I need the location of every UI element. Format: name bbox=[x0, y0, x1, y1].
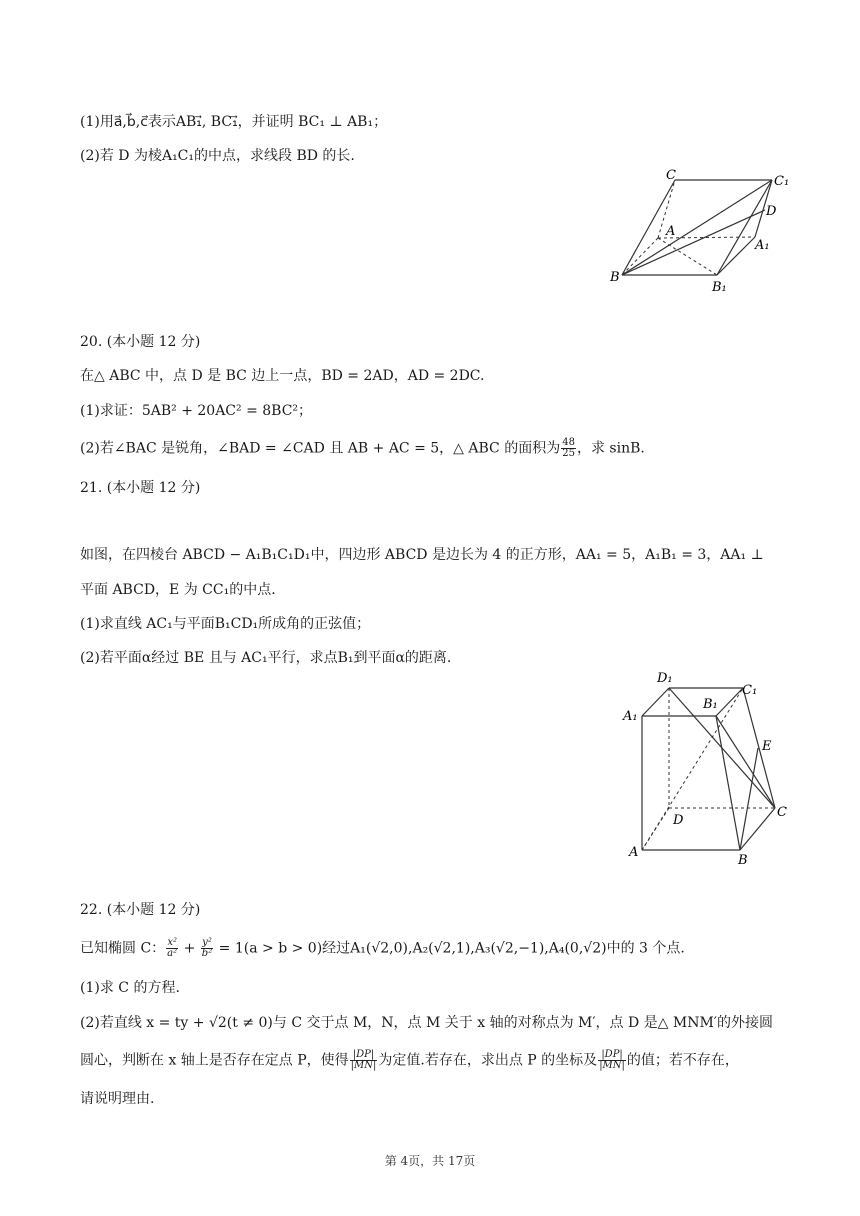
q22-frac-y-den: b² bbox=[201, 948, 213, 959]
fig2-label-c: C bbox=[777, 805, 787, 820]
fig1-label-c: C bbox=[666, 168, 676, 183]
q22-part2-line2 bbox=[80, 1050, 739, 1071]
q22-frac-x bbox=[166, 938, 178, 959]
q20-part2-text-b: ，求 sinB. bbox=[576, 440, 645, 457]
q20-area-num: 48 bbox=[562, 437, 575, 448]
q21-stem-line1: 如图，在四棱台 ABCD − A₁B₁C₁D₁中，四边形 ABCD 是边长为 4 的正方形，AA₁ = 5，A₁B₁ = 3，AA₁ ⊥ bbox=[80, 547, 764, 563]
q22-frac-y bbox=[201, 938, 213, 959]
fig1-label-a1: A₁ bbox=[755, 238, 770, 253]
q22-part2-line3: 请说明理由. bbox=[80, 1091, 155, 1107]
fig1-label-a: A bbox=[666, 224, 676, 239]
fig2-label-b1: B₁ bbox=[703, 697, 718, 712]
q22-frac-y-num: y² bbox=[202, 937, 212, 948]
q22-ratio2-den: |MN| bbox=[599, 1060, 625, 1071]
q19-part1: (1)用a⃗,b⃗,c⃗表示AB₁⃗, BC₁⃗，并证明 BC₁ ⊥ AB₁； bbox=[80, 114, 388, 130]
q20-area-fraction bbox=[561, 438, 576, 459]
q22-stem-text-b: 经过A₁(√2,0),A₂(√2,1),A₃(√2,−1),A₄(0,√2)中的 3 个点. bbox=[322, 940, 685, 957]
q22-part1: (1)求 C 的方程. bbox=[80, 980, 180, 996]
q22-part2-line1: (2)若直线 x = ty + √2(t ≠ 0)与 C 交于点 M，N，点 M 关于 x 轴的对称点为 M′，点 D 是△ MNM′的外接圆 bbox=[80, 1015, 773, 1031]
q21-stem-line2: 平面 ABCD，E 为 CC₁的中点. bbox=[80, 582, 276, 598]
q20-part2 bbox=[80, 438, 645, 459]
fig1-label-b1: B₁ bbox=[712, 280, 727, 295]
fig1-label-d: D bbox=[766, 204, 777, 219]
q22-stem-text-a: 已知椭圆 C： bbox=[80, 940, 166, 957]
q22-ratio1-num: |DP| bbox=[350, 1050, 378, 1061]
q22-ratio2-num: |DP| bbox=[598, 1050, 626, 1061]
fig2-label-d1: D₁ bbox=[657, 671, 673, 686]
q20-part2-text-a: (2)若∠BAC 是锐角，∠BAD = ∠CAD 且 AB + AC = 5，△ ABC 的面积为 bbox=[80, 440, 561, 457]
q22-ratio-fraction-1 bbox=[350, 1050, 378, 1071]
q22-eq-rest: = 1(a > b > 0) bbox=[218, 940, 323, 957]
q22-frac-x-num: x² bbox=[167, 937, 177, 948]
q22-frac-x-den: a² bbox=[167, 948, 178, 959]
q19-part2: (2)若 D 为棱A₁C₁的中点，求线段 BD 的长. bbox=[80, 148, 355, 164]
q20-stem: 在△ ABC 中，点 D 是 BC 边上一点，BD = 2AD，AD = 2DC. bbox=[80, 368, 485, 384]
q21-part2: (2)若平面α经过 BE 且与 AC₁平行，求点B₁到平面α的距离. bbox=[80, 650, 452, 666]
q20-area-den: 25 bbox=[562, 448, 575, 459]
q21-header: 21. (本小题 12 分) bbox=[80, 480, 201, 496]
q22-ratio-fraction-2 bbox=[598, 1050, 626, 1071]
q20-part1: (1)求证：5AB² + 20AC² = 8BC²； bbox=[80, 403, 313, 419]
q22-part2-text-b: 为定值.若存在，求出点 P 的坐标及 bbox=[378, 1052, 598, 1069]
q22-stem: 已知椭圆 C： $\frac{\text{x²}}{\text{a²}}$ + $\frac{\text{y²}}{\text{b²}}$ = 1(a > b > 0)经过A₁(√2,0),A₂(√2,1),A₃(√2,−1),A₄(0,√2)中的 3 个点. bbox=[80, 937, 685, 959]
q21-figure-frustum bbox=[615, 668, 800, 868]
q22-part2-text-c: 的值；若不存在， bbox=[626, 1052, 739, 1069]
fig2-label-a: A bbox=[629, 845, 639, 860]
q20-header: 20. (本小题 12 分) bbox=[80, 334, 201, 350]
fig1-label-c1: C₁ bbox=[774, 174, 790, 189]
page-footer: 第 4页，共 17页 bbox=[384, 1154, 476, 1168]
fig2-label-c1: C₁ bbox=[742, 683, 758, 698]
q22-header: 22. (本小题 12 分) bbox=[80, 902, 201, 918]
fig1-label-b: B bbox=[610, 270, 620, 285]
q19-figure-prism bbox=[600, 165, 800, 295]
q22-ratio1-den: |MN| bbox=[350, 1060, 377, 1071]
fig2-label-d: D bbox=[673, 813, 684, 828]
fig2-label-a1: A₁ bbox=[623, 709, 638, 724]
fig2-label-e: E bbox=[762, 739, 772, 754]
fig2-label-b: B bbox=[738, 853, 748, 868]
q21-part1: (1)求直线 AC₁与平面B₁CD₁所成角的正弦值； bbox=[80, 616, 371, 632]
q22-part2-text-a: 圆心，判断在 x 轴上是否存在定点 P，使得 bbox=[80, 1052, 349, 1069]
